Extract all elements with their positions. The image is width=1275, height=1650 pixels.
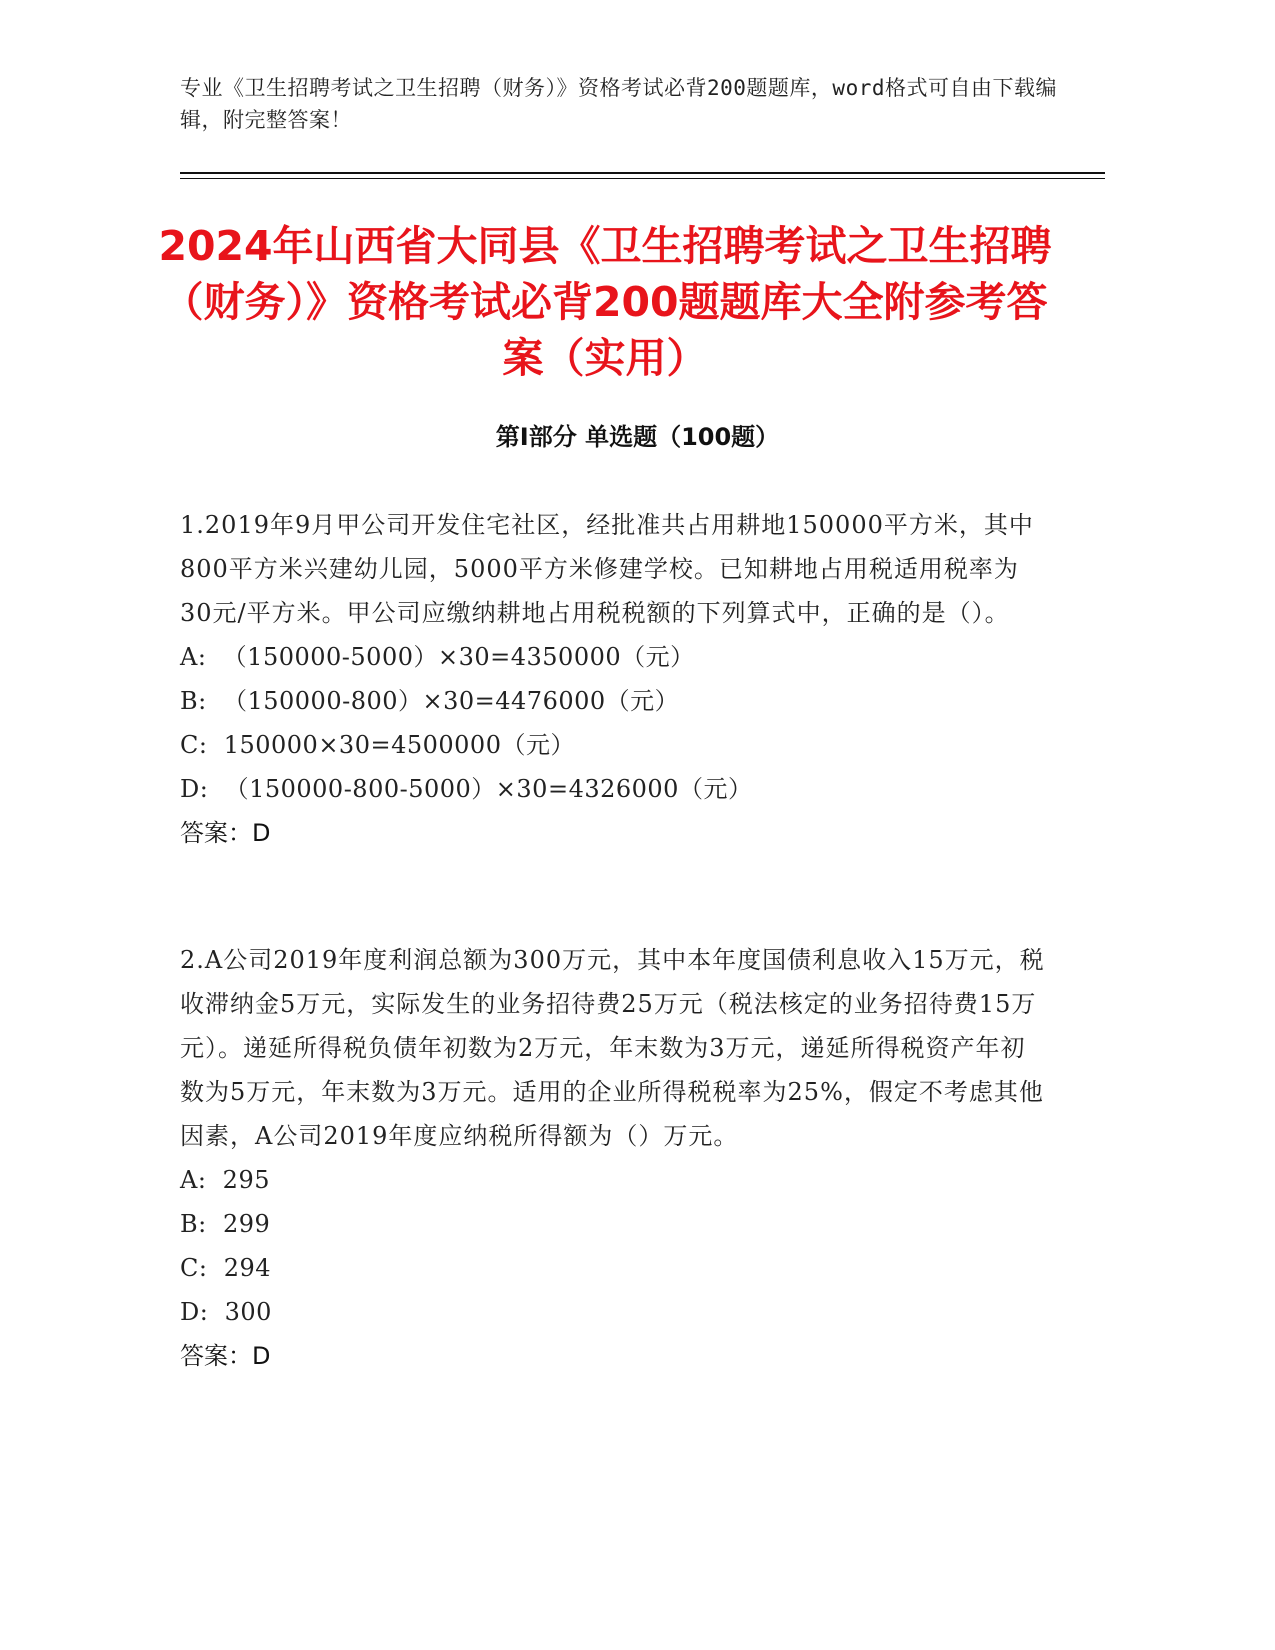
question-2	[180, 938, 1050, 1378]
option-c: C: 294	[180, 1254, 272, 1282]
question-1	[180, 503, 1050, 855]
question-stem: 1.2019年9月甲公司开发住宅社区，经批准共占用耕地150000平方米，其中800平方米兴建幼儿园，5000平方米修建学校。已知耕地占用税适用税率为30元/平方米。甲公司应缴纳耕地占用税税额的下列算式中，正确的是（）。	[180, 511, 1034, 627]
option-c: C: 150000×30=4500000（元）	[180, 731, 575, 759]
option-d: D: 300	[180, 1298, 272, 1326]
option-d: D: （150000-800-5000）×30=4326000（元）	[180, 775, 753, 803]
document-title: 2024年山西省大同县《卫生招聘考试之卫生招聘（财务）》资格考试必背200题题库大全附参考答案（实用）	[158, 222, 1052, 382]
option-b: B: 299	[180, 1210, 271, 1238]
answer-line: 答案：D	[180, 1342, 271, 1370]
answer-line: 答案：D	[180, 819, 271, 847]
header-rule-thick	[180, 172, 1105, 174]
option-b: B: （150000-800）×30=4476000（元）	[180, 687, 680, 715]
option-a: A: （150000-5000）×30=4350000（元）	[180, 643, 695, 671]
header-rule-thin	[180, 178, 1105, 179]
question-stem: 2.A公司2019年度利润总额为300万元，其中本年度国债利息收入15万元，税收滞纳金5万元，实际发生的业务招待费25万元（税法核定的业务招待费15万元）。递延所得税负债年初数为2万元，年末数为3万元，递延所得税资产年初数为5万元，年末数为3万元。适用的企业所得税税率为25%，假定不考虑其他因素，A公司2019年度应纳税所得额为（）万元。	[180, 946, 1045, 1150]
header-note: 专业《卫生招聘考试之卫生招聘（财务）》资格考试必背200题题库，word格式可自由下载编辑，附完整答案！	[180, 76, 1057, 132]
option-a: A: 295	[180, 1166, 270, 1194]
section-title: 第Ⅰ部分 单选题（100题）	[495, 423, 780, 451]
